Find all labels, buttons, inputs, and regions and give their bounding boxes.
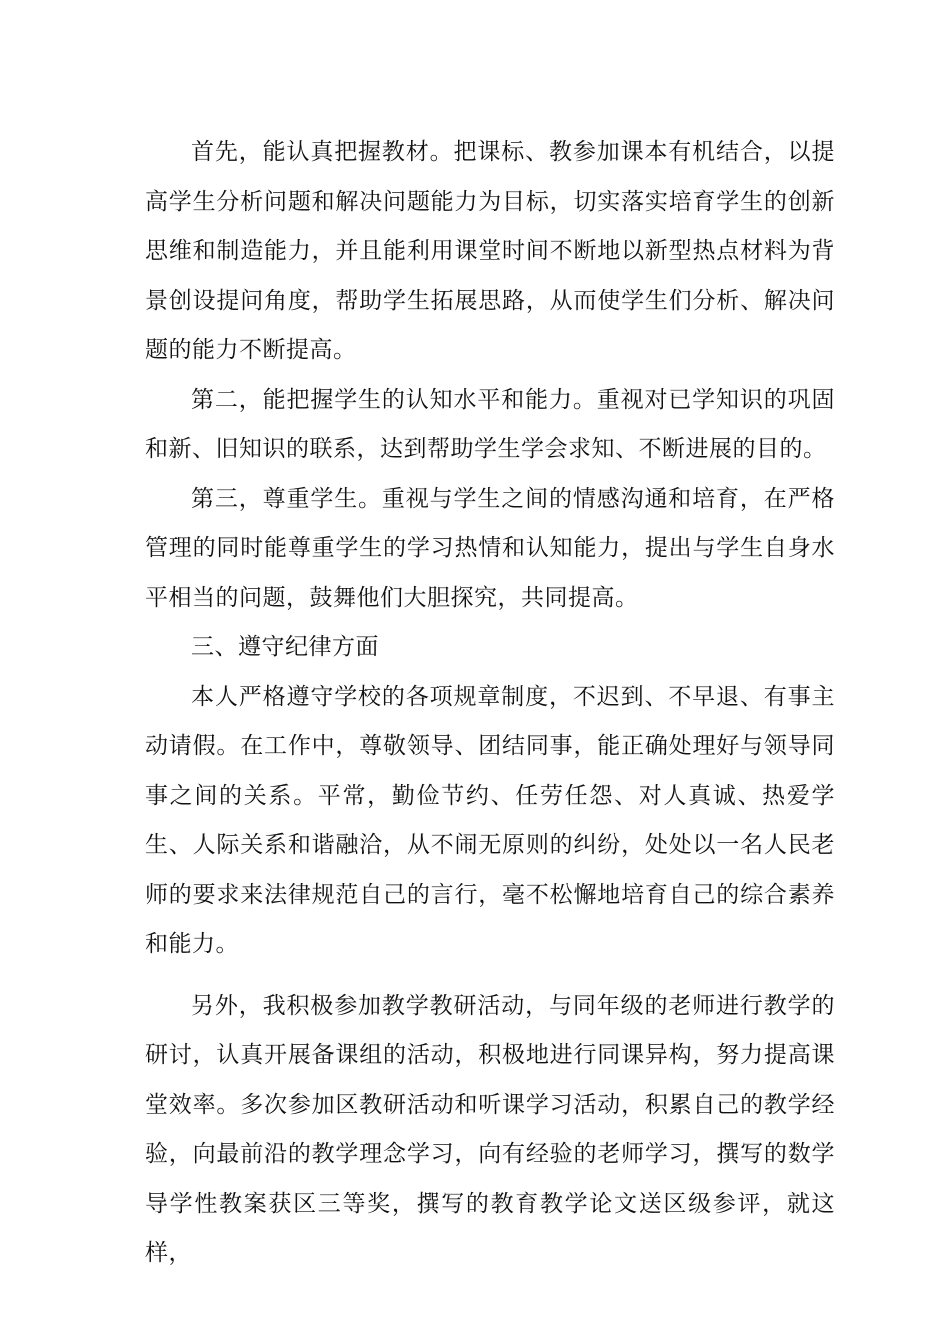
paragraph-third-point: 第三，尊重学生。重视与学生之间的情感沟通和培育，在严格管理的同时能尊重学生的学习热情和认知能力，提出与学生自身水平相当的问题，鼓舞他们大胆探究，共同提高。 — [145, 485, 835, 611]
document-body — [145, 128, 835, 1279]
paragraph-first-point: 首先，能认真把握教材。把课标、教参加课本有机结合，以提高学生分析问题和解决问题能力为目标，切实落实培育学生的创新思维和制造能力，并且能利用课堂时间不断地以新型热点材料为背景创设提问角度，帮助学生拓展思路，从而使学生们分析、解决问题的能力不断提高。 — [145, 139, 835, 363]
paragraph-teaching-research: 另外，我积极参加教学教研活动，与同年级的老师进行教学的研讨，认真开展备课组的活动，积极地进行同课异构，努力提高课堂效率。多次参加区教研活动和听课学习活动，积累自己的教学经验，向最前沿的教学理念学习，向有经验的老师学习，撰写的数学导学性教案获区三等奖，撰写的教育教学论文送区级参评，就这样， — [145, 992, 835, 1266]
paragraph-discipline: 本人严格遵守学校的各项规章制度，不迟到、不早退、有事主动请假。在工作中，尊敬领导、团结同事，能正确处理好与领导同事之间的关系。平常，勤俭节约、任劳任怨、对人真诚、热爱学生、人际关系和谐融洽，从不闹无原则的纠纷，处处以一名人民老师的要求来法律规范自己的言行，毫不松懈地培育自己的综合素养和能力。 — [145, 683, 835, 957]
section-heading-discipline: 三、遵守纪律方面 — [191, 634, 379, 660]
paragraph-second-point: 第二，能把握学生的认知水平和能力。重视对已学知识的巩固和新、旧知识的联系，达到帮助学生学会求知、不断进展的目的。 — [145, 386, 835, 462]
